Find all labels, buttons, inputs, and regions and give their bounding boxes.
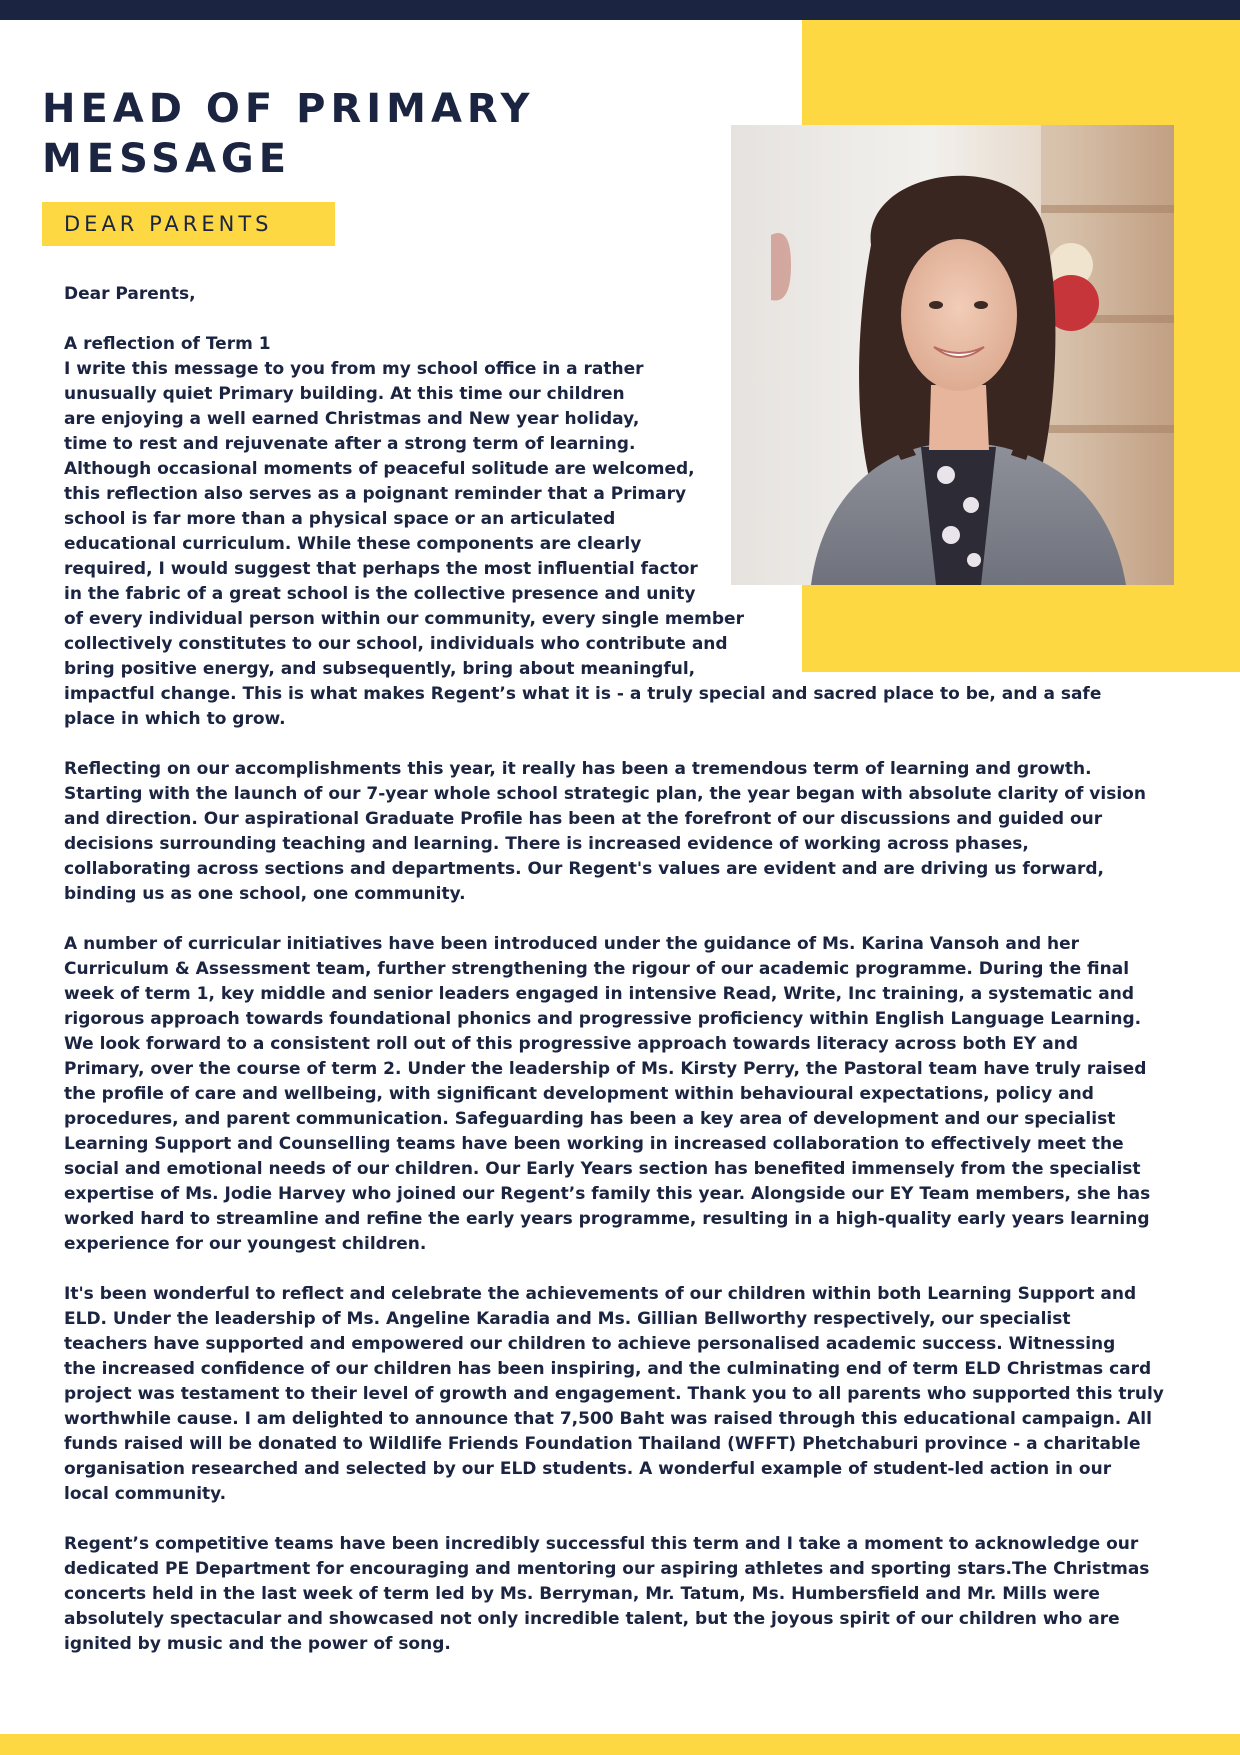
text-line: school is far more than a physical space or an articulated	[64, 509, 616, 529]
text-line: and direction. Our aspirational Graduate Profile has been at the forefront of our discussions and guided our	[64, 809, 1103, 829]
text-line: absolutely spectacular and showcased not only incredible talent, but the joyous spirit of our children who are	[64, 1609, 1120, 1629]
text-line: collaborating across sections and departments. Our Regent's values are evident and are driving us forward,	[64, 859, 1104, 879]
text-line: organisation researched and selected by our ELD students. A wonderful example of student-led action in our	[64, 1459, 1112, 1479]
paragraph-gap	[64, 1507, 1164, 1532]
text-line: Reflecting on our accomplishments this year, it really has been a tremendous term of learning and growth.	[64, 759, 1092, 779]
title-line-1: HEAD OF PRIMARY	[42, 86, 535, 132]
text-line: experience for our youngest children.	[64, 1234, 427, 1254]
text-line: ignited by music and the power of song.	[64, 1634, 451, 1654]
text-line: We look forward to a consistent roll out of this progressive approach towards literacy across both EY and	[64, 1034, 1079, 1054]
paragraph-gap	[64, 1257, 1164, 1282]
paragraph-3	[64, 932, 1164, 1257]
text-line: social and emotional needs of our children. Our Early Years section has benefited immensely from the specialist	[64, 1159, 1141, 1179]
text-line: It's been wonderful to reflect and celebrate the achievements of our children within both Learning Support and	[64, 1284, 1137, 1304]
text-line: A reflection of Term 1	[64, 334, 271, 354]
text-line: in the fabric of a great school is the collective presence and unity	[64, 584, 696, 604]
text-line: local community.	[64, 1484, 227, 1504]
salutation: Dear Parents,	[64, 284, 196, 304]
text-line: Starting with the launch of our 7-year whole school strategic plan, the year began with absolute clarity of vision	[64, 784, 1146, 804]
text-line: educational curriculum. While these components are clearly	[64, 534, 642, 554]
text-line: project was testament to their level of growth and engagement. Thank you to all parents who supported this truly	[64, 1384, 1164, 1404]
text-line: dedicated PE Department for encouraging and mentoring our aspiring athletes and sporting stars.The Christmas	[64, 1559, 1150, 1579]
paragraph-2	[64, 757, 1164, 907]
subtitle-banner: DEAR PARENTS	[42, 202, 335, 246]
text-line: the increased confidence of our children has been inspiring, and the culminating end of term ELD Christmas card	[64, 1359, 1152, 1379]
text-line: Learning Support and Counselling teams have been working in increased collaboration to effectively meet the	[64, 1134, 1124, 1154]
text-line: ELD. Under the leadership of Ms. Angeline Karadia and Ms. Gillian Bellworthy respectively, our specialist	[64, 1309, 1071, 1329]
text-line: worked hard to streamline and refine the early years programme, resulting in a high-quality early years learning	[64, 1209, 1150, 1229]
text-line: the profile of care and wellbeing, with significant development within behavioural expectations, policy and	[64, 1084, 1094, 1104]
text-line: bring positive energy, and subsequently, bring about meaningful,	[64, 659, 696, 679]
bottom-bar	[0, 1734, 1240, 1755]
text-line: A number of curricular initiatives have been introduced under the guidance of Ms. Karina Vansoh and her	[64, 934, 1080, 954]
text-line: Primary, over the course of term 2. Under the leadership of Ms. Kirsty Perry, the Pastoral team have truly raised	[64, 1059, 1147, 1079]
text-line: teachers have supported and empowered our children to achieve personalised academic success. Witnessing	[64, 1334, 1116, 1354]
text-line: week of term 1, key middle and senior leaders engaged in intensive Read, Write, Inc training, a systematic and	[64, 984, 1135, 1004]
text-line: time to rest and rejuvenate after a strong term of learning.	[64, 434, 636, 454]
paragraph-4	[64, 1282, 1164, 1507]
text-line: decisions surrounding teaching and learning. There is increased evidence of working across phases,	[64, 834, 1029, 854]
paragraph-gap	[64, 307, 1164, 332]
text-line: of every individual person within our community, every single member	[64, 609, 744, 629]
text-line: funds raised will be donated to Wildlife Friends Foundation Thailand (WFFT) Phetchaburi province - a charitable	[64, 1434, 1141, 1454]
title-line-2: MESSAGE	[42, 136, 292, 182]
top-bar	[0, 0, 1240, 20]
text-line: worthwhile cause. I am delighted to announce that 7,500 Baht was raised through this educational campaign. All	[64, 1409, 1152, 1429]
text-line: expertise of Ms. Jodie Harvey who joined our Regent’s family this year. Alongside our EY Team members, she has	[64, 1184, 1151, 1204]
text-line: this reflection also serves as a poignant reminder that a Primary	[64, 484, 687, 504]
paragraph-1	[64, 332, 1164, 732]
text-line: required, I would suggest that perhaps the most influential factor	[64, 559, 698, 579]
paragraph-gap	[64, 907, 1164, 932]
text-line: concerts held in the last week of term led by Ms. Berryman, Mr. Tatum, Ms. Humbersfield and Mr. Mills were	[64, 1584, 1100, 1604]
paragraph-5	[64, 1532, 1164, 1657]
text-line: Regent’s competitive teams have been incredibly successful this term and I take a moment to acknowledge our	[64, 1534, 1139, 1554]
text-line: Curriculum & Assessment team, further strengthening the rigour of our academic programme. During the final	[64, 959, 1130, 979]
paragraph-gap	[64, 732, 1164, 757]
text-line: impactful change. This is what makes Regent’s what it is - a truly special and sacred place to be, and a safe	[64, 684, 1102, 704]
text-line: binding us as one school, one community.	[64, 884, 466, 904]
text-line: unusually quiet Primary building. At this time our children	[64, 384, 625, 404]
text-line: are enjoying a well earned Christmas and New year holiday,	[64, 409, 640, 429]
text-line: procedures, and parent communication. Safeguarding has been a key area of development and our specialist	[64, 1109, 1116, 1129]
letter-body	[64, 282, 1164, 1657]
text-line: I write this message to you from my school office in a rather	[64, 359, 644, 379]
text-line: Although occasional moments of peaceful solitude are welcomed,	[64, 459, 695, 479]
text-line: place in which to grow.	[64, 709, 286, 729]
text-line: rigorous approach towards foundational phonics and progressive proficiency within English Language Learning.	[64, 1009, 1142, 1029]
text-line: collectively constitutes to our school, individuals who contribute and	[64, 634, 728, 654]
page-title	[42, 84, 534, 184]
